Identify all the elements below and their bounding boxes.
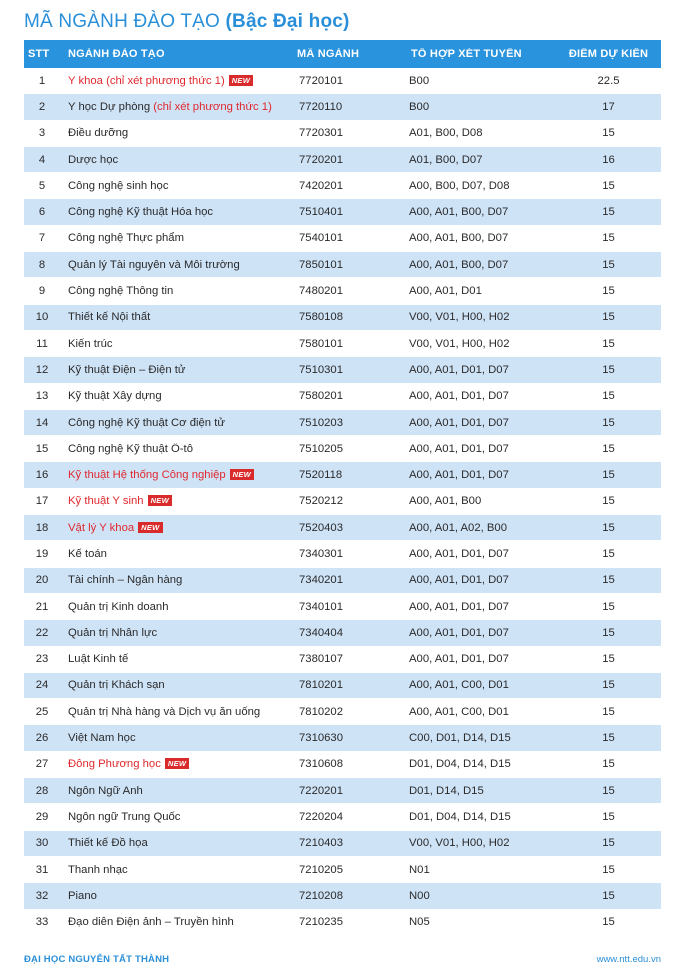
header-stt: STT — [28, 48, 50, 60]
cell-name — [60, 679, 291, 691]
cell-stt: 25 — [35, 705, 49, 718]
cell-name — [60, 811, 291, 823]
header-combo: TỔ HỢP XÉT TUYỂN — [411, 48, 522, 60]
cell-name — [60, 653, 291, 665]
major-name: Kỹ thuật Y sinh — [68, 495, 144, 508]
table-row — [24, 857, 661, 883]
cell-name — [60, 285, 291, 297]
cell-score: 15 — [602, 889, 615, 902]
cell-code: 7480201 — [299, 285, 343, 298]
cell-stt: 5 — [38, 179, 46, 192]
cell-code: 7580108 — [299, 311, 343, 324]
cell-score: 15 — [602, 521, 615, 534]
new-badge: NEW — [165, 758, 189, 769]
new-badge: NEW — [230, 469, 254, 480]
cell-code: 7340101 — [299, 600, 343, 613]
cell-score: 15 — [602, 653, 615, 666]
major-name: Quản trị Kinh doanh — [68, 600, 169, 613]
cell-name — [60, 495, 291, 507]
cell-name — [60, 890, 291, 902]
cell-stt: 12 — [35, 363, 49, 376]
cell-name — [60, 232, 291, 244]
cell-code: 7310630 — [299, 732, 343, 745]
major-note: (chỉ xét phương thức 1) — [153, 100, 272, 113]
cell-score: 15 — [602, 705, 615, 718]
table-row — [24, 515, 661, 541]
table-row — [24, 752, 661, 778]
cell-score: 15 — [602, 311, 615, 324]
cell-score: 17 — [602, 100, 615, 113]
major-name: Y học Dự phòng — [68, 100, 154, 113]
cell-stt: 30 — [35, 837, 49, 850]
page-title-main: MÃ NGÀNH ĐÀO TẠO — [24, 11, 221, 32]
cell-combo: A00, A01, D01, D07 — [409, 469, 509, 482]
table-row — [24, 252, 661, 278]
table-row — [24, 384, 661, 410]
cell-name — [60, 127, 291, 139]
major-name: Công nghệ Kỹ thuật Ô-tô — [68, 442, 193, 455]
cell-code: 7210403 — [299, 837, 343, 850]
cell-combo: A00, A01, B00, D07 — [409, 232, 509, 245]
page-title — [24, 11, 350, 33]
cell-score: 15 — [602, 679, 615, 692]
cell-code: 7210208 — [299, 889, 343, 902]
major-name: Tài chính – Ngân hàng — [68, 574, 183, 587]
cell-stt: 17 — [35, 495, 49, 508]
majors-table — [24, 40, 661, 936]
cell-score: 15 — [602, 547, 615, 560]
cell-name — [60, 101, 291, 113]
cell-code: 7720301 — [299, 127, 343, 140]
table-row — [24, 568, 661, 594]
cell-combo: V00, V01, H00, H02 — [409, 311, 510, 324]
major-name: Dược học — [68, 153, 119, 166]
cell-code: 7380107 — [299, 653, 343, 666]
cell-score: 15 — [602, 626, 615, 639]
table-row — [24, 594, 661, 620]
major-name: Kỹ thuật Điện – Điện tử — [68, 363, 186, 376]
cell-code: 7340201 — [299, 574, 343, 587]
cell-name — [60, 758, 291, 770]
major-name: Kiến trúc — [68, 337, 113, 350]
table-row — [24, 226, 661, 252]
table-body — [24, 68, 661, 936]
cell-name — [60, 75, 291, 87]
cell-score: 15 — [602, 232, 615, 245]
cell-combo: N05 — [409, 916, 430, 929]
cell-combo: A00, A01, D01 — [409, 285, 482, 298]
cell-combo: A00, A01, D01, D07 — [409, 363, 509, 376]
cell-score: 15 — [602, 363, 615, 376]
cell-name — [60, 522, 291, 534]
cell-score: 15 — [602, 863, 615, 876]
cell-name — [60, 864, 291, 876]
major-name: Ngôn ngữ Trung Quốc — [68, 810, 181, 823]
cell-score: 15 — [602, 469, 615, 482]
table-row — [24, 462, 661, 488]
cell-stt: 4 — [38, 153, 46, 166]
table-row — [24, 673, 661, 699]
cell-code: 7510301 — [299, 363, 343, 376]
table-row — [24, 725, 661, 751]
cell-score: 15 — [602, 784, 615, 797]
major-name: Điều dưỡng — [68, 127, 129, 140]
cell-stt: 1 — [38, 74, 46, 87]
cell-stt: 7 — [38, 232, 46, 245]
header-name: NGÀNH ĐÀO TẠO — [68, 48, 165, 60]
cell-score: 15 — [602, 837, 615, 850]
new-badge: NEW — [138, 522, 162, 533]
major-name: Ngôn Ngữ Anh — [68, 784, 143, 797]
cell-code: 7510205 — [299, 442, 343, 455]
table-row — [24, 278, 661, 304]
cell-code: 7340301 — [299, 547, 343, 560]
major-name: Thanh nhạc — [68, 863, 128, 876]
major-name: Vật lý Y khoa — [68, 521, 135, 534]
cell-stt: 11 — [36, 337, 48, 350]
cell-combo: A00, A01, B00, D07 — [409, 258, 509, 271]
cell-combo: A00, A01, A02, B00 — [409, 521, 507, 534]
cell-score: 15 — [602, 416, 615, 429]
cell-name — [60, 180, 291, 192]
cell-stt: 8 — [38, 258, 46, 271]
cell-stt: 21 — [35, 600, 49, 613]
cell-combo: D01, D14, D15 — [409, 784, 484, 797]
cell-code: 7540101 — [299, 232, 343, 245]
major-name: Thiết kế Đồ họa — [68, 837, 148, 850]
cell-code: 7580101 — [299, 337, 343, 350]
cell-stt: 22 — [35, 626, 49, 639]
table-row — [24, 357, 661, 383]
cell-stt: 24 — [35, 679, 49, 692]
cell-combo: A01, B00, D07 — [409, 153, 483, 166]
cell-stt: 28 — [35, 784, 49, 797]
cell-combo: A00, A01, C00, D01 — [409, 679, 509, 692]
cell-combo: A00, A01, D01, D07 — [409, 390, 509, 403]
cell-code: 7220204 — [299, 810, 343, 823]
major-name: Y khoa (chỉ xét phương thức 1) — [68, 74, 225, 87]
cell-code: 7580201 — [299, 390, 343, 403]
table-row — [24, 778, 661, 804]
table-row — [24, 436, 661, 462]
major-name: Việt Nam học — [68, 732, 136, 745]
cell-combo: N01 — [409, 863, 430, 876]
cell-name — [60, 706, 291, 718]
cell-stt: 20 — [35, 574, 49, 587]
cell-score: 15 — [602, 179, 615, 192]
cell-code: 7510203 — [299, 416, 343, 429]
table-row — [24, 831, 661, 857]
cell-code: 7310608 — [299, 758, 343, 771]
header-score: ĐIỂM DỰ KIẾN — [568, 48, 649, 60]
cell-score: 15 — [602, 258, 615, 271]
cell-score: 15 — [602, 810, 615, 823]
cell-score: 15 — [602, 574, 615, 587]
cell-combo: B00 — [409, 100, 430, 113]
cell-combo: A00, A01, D01, D07 — [409, 600, 509, 613]
cell-combo: V00, V01, H00, H02 — [409, 337, 510, 350]
cell-score: 15 — [602, 600, 615, 613]
table-row — [24, 305, 661, 331]
cell-name — [60, 206, 291, 218]
table-row — [24, 620, 661, 646]
cell-stt: 2 — [38, 100, 46, 113]
major-name: Thiết kế Nội thất — [68, 311, 151, 324]
cell-code: 7810201 — [299, 679, 343, 692]
cell-stt: 33 — [35, 916, 49, 929]
table-row — [24, 68, 661, 94]
table-row — [24, 173, 661, 199]
table-row — [24, 699, 661, 725]
cell-stt: 31 — [35, 863, 49, 876]
cell-combo: V00, V01, H00, H02 — [409, 837, 510, 850]
cell-code: 7340404 — [299, 626, 343, 639]
cell-code: 7720201 — [299, 153, 343, 166]
cell-stt: 3 — [38, 127, 46, 140]
table-row — [24, 121, 661, 147]
cell-combo: A00, A01, D01, D07 — [409, 547, 509, 560]
cell-code: 7510401 — [299, 206, 343, 219]
major-name: Công nghệ sinh học — [68, 179, 169, 192]
cell-stt: 9 — [38, 285, 46, 298]
table-row — [24, 331, 661, 357]
major-name: Quản trị Khách sạn — [68, 679, 165, 692]
cell-stt: 26 — [35, 732, 49, 745]
cell-stt: 27 — [35, 758, 49, 771]
major-name: Quản trị Nhân lực — [68, 626, 158, 639]
cell-score: 15 — [602, 285, 615, 298]
major-name: Quản trị Nhà hàng và Dịch vụ ăn uống — [68, 705, 261, 718]
table-row — [24, 883, 661, 909]
table-header — [24, 40, 661, 68]
table-row — [24, 910, 661, 936]
cell-score: 22.5 — [597, 74, 620, 87]
page-title-level: (Bậc Đại học) — [225, 11, 350, 32]
cell-score: 16 — [602, 153, 615, 166]
cell-combo: A00, A01, B00 — [409, 495, 482, 508]
cell-combo: A00, A01, D01, D07 — [409, 626, 509, 639]
cell-stt: 32 — [35, 889, 49, 902]
cell-score: 15 — [602, 337, 615, 350]
major-name: Công nghệ Thực phẩm — [68, 232, 185, 245]
cell-name — [60, 390, 291, 402]
cell-name — [60, 154, 291, 166]
cell-code: 7720101 — [299, 74, 343, 87]
cell-code: 7720110 — [299, 100, 343, 113]
cell-code: 7210205 — [299, 863, 343, 876]
cell-combo: A00, A01, D01, D07 — [409, 416, 509, 429]
cell-combo: A00, B00, D07, D08 — [409, 179, 510, 192]
cell-combo: A00, A01, D01, D07 — [409, 653, 509, 666]
table-row — [24, 647, 661, 673]
table-row — [24, 94, 661, 120]
cell-stt: 6 — [38, 206, 46, 219]
cell-code: 7210235 — [299, 916, 343, 929]
cell-name — [60, 837, 291, 849]
major-name: Công nghệ Kỹ thuật Cơ điện tử — [68, 416, 225, 429]
cell-combo: A00, A01, D01, D07 — [409, 574, 509, 587]
major-name: Đạo diễn Điện ảnh – Truyền hình — [68, 916, 234, 929]
major-name: Kế toán — [68, 547, 107, 560]
cell-code: 7220201 — [299, 784, 343, 797]
header-code: MÃ NGÀNH — [297, 48, 360, 60]
major-name: Đông Phương học — [68, 758, 161, 771]
cell-score: 15 — [602, 732, 615, 745]
cell-name — [60, 364, 291, 376]
table-row — [24, 541, 661, 567]
cell-stt: 29 — [35, 810, 49, 823]
new-badge: NEW — [148, 495, 172, 506]
cell-score: 15 — [602, 495, 615, 508]
cell-combo: C00, D01, D14, D15 — [409, 732, 511, 745]
cell-name — [60, 627, 291, 639]
cell-name — [60, 443, 291, 455]
cell-stt: 16 — [35, 469, 49, 482]
cell-combo: D01, D04, D14, D15 — [409, 758, 511, 771]
cell-combo: A00, A01, D01, D07 — [409, 442, 509, 455]
cell-stt: 19 — [35, 547, 49, 560]
cell-name — [60, 732, 291, 744]
table-row — [24, 804, 661, 830]
cell-combo: N00 — [409, 889, 430, 902]
cell-stt: 15 — [35, 442, 49, 455]
cell-name — [60, 259, 291, 271]
cell-score: 15 — [602, 390, 615, 403]
cell-combo: A00, A01, B00, D07 — [409, 206, 509, 219]
footer-university: ĐẠI HỌC NGUYỄN TẤT THÀNH — [24, 954, 170, 965]
cell-code: 7520403 — [299, 521, 343, 534]
cell-code: 7520118 — [299, 469, 343, 482]
major-name: Piano — [68, 889, 97, 902]
cell-score: 15 — [602, 206, 615, 219]
major-name: Kỹ thuật Xây dựng — [68, 390, 162, 403]
cell-score: 15 — [602, 916, 615, 929]
cell-combo: A01, B00, D08 — [409, 127, 483, 140]
cell-score: 15 — [602, 127, 615, 140]
cell-stt: 18 — [35, 521, 49, 534]
cell-name — [60, 785, 291, 797]
cell-stt: 14 — [35, 416, 49, 429]
cell-name — [60, 469, 291, 481]
cell-combo: B00 — [409, 74, 430, 87]
cell-code: 7520212 — [299, 495, 343, 508]
major-name: Công nghệ Kỹ thuật Hóa học — [68, 206, 214, 219]
cell-stt: 10 — [35, 311, 49, 324]
cell-name — [60, 417, 291, 429]
cell-name — [60, 601, 291, 613]
cell-code: 7420201 — [299, 179, 343, 192]
cell-code: 7810202 — [299, 705, 343, 718]
cell-score: 15 — [602, 442, 615, 455]
cell-score: 15 — [602, 758, 615, 771]
major-name: Quản lý Tài nguyên và Môi trường — [68, 258, 240, 271]
cell-combo: D01, D04, D14, D15 — [409, 810, 511, 823]
table-row — [24, 410, 661, 436]
major-name: Kỹ thuật Hệ thống Công nghiệp — [68, 469, 226, 482]
new-badge: NEW — [229, 75, 253, 86]
cell-name — [60, 916, 291, 928]
cell-name — [60, 311, 291, 323]
footer-website[interactable]: www.ntt.edu.vn — [596, 954, 661, 965]
cell-name — [60, 574, 291, 586]
cell-code: 7850101 — [299, 258, 343, 271]
table-row — [24, 199, 661, 225]
major-name: Luật Kinh tế — [68, 653, 129, 666]
cell-name — [60, 338, 291, 350]
table-row — [24, 489, 661, 515]
cell-combo: A00, A01, C00, D01 — [409, 705, 509, 718]
cell-stt: 23 — [35, 653, 49, 666]
major-name: Công nghệ Thông tin — [68, 285, 174, 298]
table-row — [24, 147, 661, 173]
cell-stt: 13 — [35, 390, 49, 403]
cell-name — [60, 548, 291, 560]
